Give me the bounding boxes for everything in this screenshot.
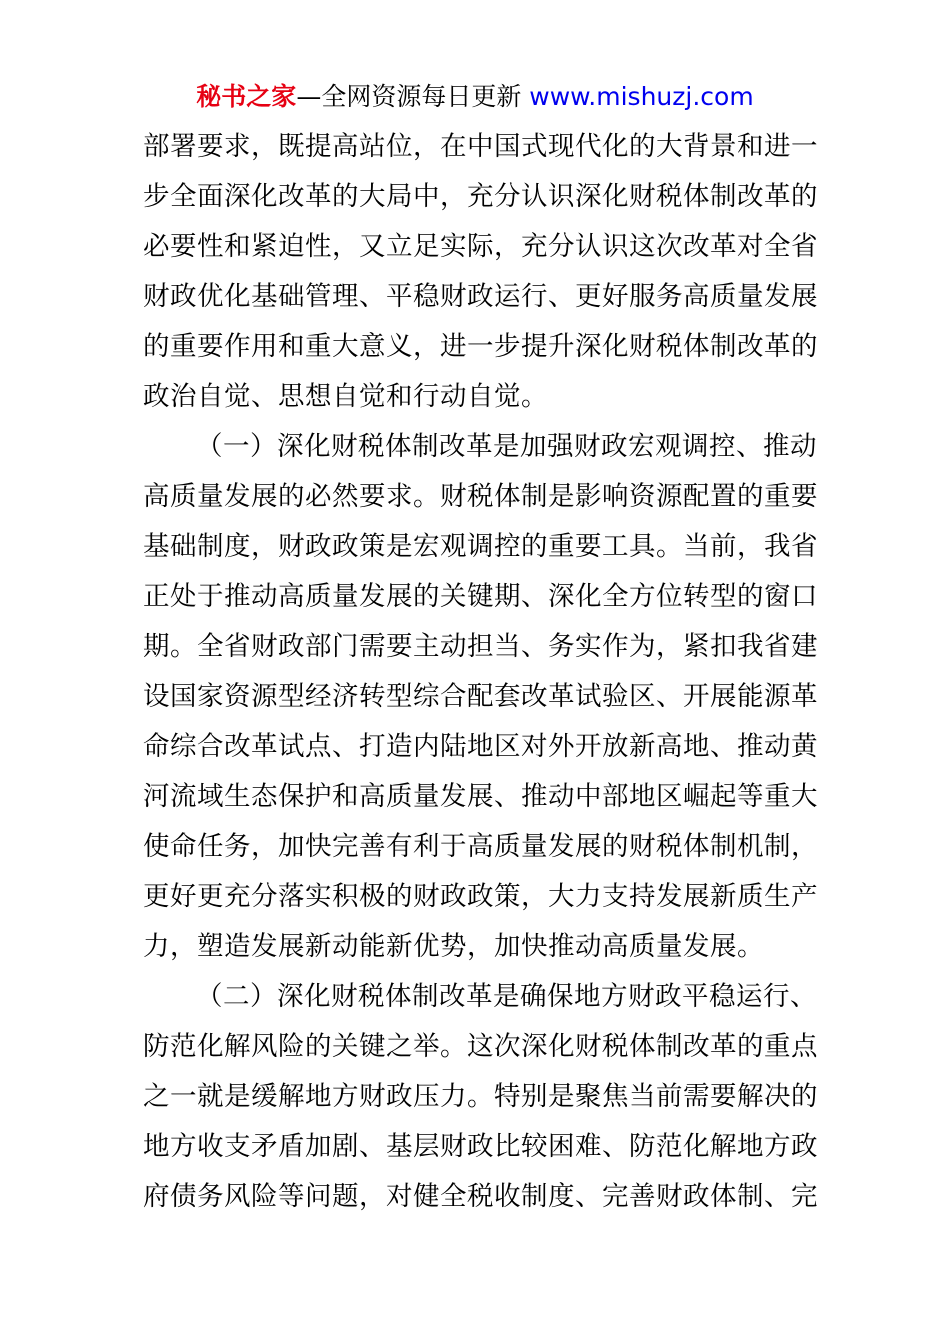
text-line: 财政优化基础管理、平稳财政运行、更好服务高质量发展 <box>143 281 818 312</box>
text-line: 部署要求，既提高站位，在中国式现代化的大背景和进一 <box>143 131 818 162</box>
text-line: 之一就是缓解地方财政压力。特别是聚焦当前需要解决的 <box>143 1081 818 1112</box>
section-heading-line: （二）深化财税体制改革是确保地方财政平稳运行、 <box>196 981 817 1012</box>
section-heading-line: （一）深化财税体制改革是加强财政宏观调控、推动 <box>196 431 817 462</box>
text-line: 命综合改革试点、打造内陆地区对外开放新高地、推动黄 <box>143 731 818 762</box>
text-line: 期。全省财政部门需要主动担当、务实作为，紧扣我省建 <box>143 631 818 662</box>
text-line: 必要性和紧迫性，又立足实际，充分认识这次改革对全省 <box>143 231 818 262</box>
text-line: 地方收支矛盾加剧、基层财政比较困难、防范化解地方政 <box>143 1131 818 1162</box>
text-line: 的重要作用和重大意义，进一步提升深化财税体制改革的 <box>143 331 818 362</box>
text-line: 府债务风险等问题，对健全税收制度、完善财政体制、完 <box>143 1181 818 1212</box>
text-line: 步全面深化改革的大局中，充分认识深化财税体制改革的 <box>143 181 818 212</box>
text-line: 高质量发展的必然要求。财税体制是影响资源配置的重要 <box>143 481 818 512</box>
text-line: 河流域生态保护和高质量发展、推动中部地区崛起等重大 <box>143 781 818 812</box>
site-url-link[interactable]: www.mishuzj.com <box>529 82 754 111</box>
site-header <box>0 80 950 114</box>
text-line: 政治自觉、思想自觉和行动自觉。 <box>143 381 548 412</box>
text-line: 基础制度，财政政策是宏观调控的重要工具。当前，我省 <box>143 531 818 562</box>
text-line: 正处于推动高质量发展的关键期、深化全方位转型的窗口 <box>143 581 818 612</box>
text-line: 使命任务，加快完善有利于高质量发展的财税体制机制， <box>143 831 818 862</box>
text-line: 力，塑造发展新动能新优势，加快推动高质量发展。 <box>143 931 764 962</box>
header-tagline: —全网资源每日更新 <box>296 82 530 111</box>
brand-name: 秘书之家 <box>196 82 297 111</box>
text-line: 更好更充分落实积极的财政政策，大力支持发展新质生产 <box>143 881 818 912</box>
text-line: 防范化解风险的关键之举。这次深化财税体制改革的重点 <box>143 1031 818 1062</box>
document-body <box>143 122 818 1222</box>
text-line: 设国家资源型经济转型综合配套改革试验区、开展能源革 <box>143 681 818 712</box>
